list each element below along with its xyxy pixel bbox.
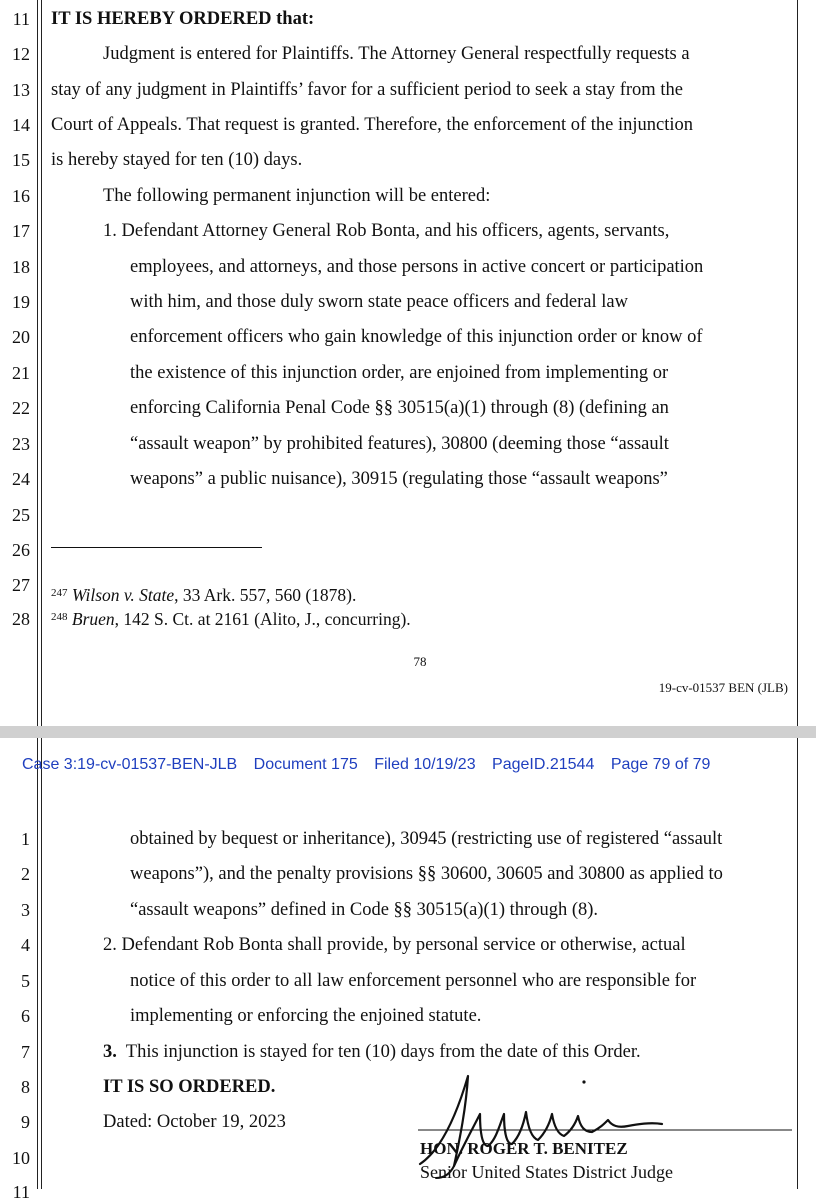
judge-title: Senior United States District Judge	[420, 1162, 673, 1182]
header-pageid: PageID.21544	[492, 756, 595, 773]
body-line: enforcement officers who gain knowledge of this injunction order or know of	[130, 327, 703, 347]
footnote-number: 248	[51, 611, 68, 623]
line-number: 16	[12, 186, 30, 206]
header-filed: Filed 10/19/23	[374, 756, 476, 773]
margin-line-right	[797, 738, 798, 1189]
margin-line-left-inner	[41, 0, 42, 726]
line-number: 11	[12, 9, 30, 29]
line-number: 9	[21, 1112, 30, 1132]
margin-line-right	[797, 0, 798, 726]
body-line: Court of Appeals. That request is granted. Therefore, the enforcement of the injunction	[51, 115, 693, 135]
body-line: Judgment is entered for Plaintiffs. The Attorney General respectfully requests a	[103, 44, 690, 64]
line-number: 5	[21, 971, 30, 991]
list-marker: 3.	[103, 1042, 117, 1062]
line-number: 8	[21, 1077, 30, 1097]
body-line: weapons”), and the penalty provisions §§ 30600, 30605 and 30800 as applied to	[130, 864, 723, 884]
body-line: notice of this order to all law enforcement personnel who are responsible for	[130, 971, 697, 991]
dated-line: Dated: October 19, 2023	[103, 1112, 286, 1132]
case-number-footer: 19-cv-01537 BEN (JLB)	[658, 680, 788, 695]
body-line: stay of any judgment in Plaintiffs’ favor for a sufficient period to seek a stay from the	[51, 80, 683, 100]
body-line: with him, and those duly sworn state peace officers and federal law	[130, 292, 628, 312]
footnote-247	[51, 584, 356, 606]
line-number: 19	[12, 292, 30, 312]
line-number: 7	[21, 1042, 30, 1062]
body-line: employees, and attorneys, and those persons in active concert or participation	[130, 257, 704, 277]
line-number: 2	[21, 864, 30, 884]
line-number: 27	[12, 575, 30, 595]
body-line: implementing or enforcing the enjoined statute.	[130, 1006, 482, 1026]
line-number: 18	[12, 257, 30, 277]
footnote-number: 247	[51, 587, 68, 599]
line-number: 14	[12, 115, 30, 135]
header-page: Page 79 of 79	[610, 756, 711, 773]
footnote-case-name: Bruen	[71, 609, 115, 629]
list-item-3	[103, 1041, 641, 1063]
line-number: 17	[12, 221, 30, 241]
footnote-citation: , 142 S. Ct. at 2161 (Alito, J., concurring).	[114, 609, 411, 629]
footnote-rule	[51, 547, 262, 548]
line-number: 20	[12, 327, 30, 347]
line-number: 21	[12, 363, 30, 383]
margin-line-left-outer	[37, 0, 38, 726]
body-line: “assault weapons” defined in Code §§ 30515(a)(1) through (8).	[130, 900, 599, 920]
line-number: 1	[21, 829, 30, 849]
body-line: The following permanent injunction will be entered:	[103, 186, 491, 206]
line-number: 12	[12, 44, 30, 64]
line-number: 3	[21, 900, 30, 920]
line-number: 15	[12, 150, 30, 170]
signature-dot	[582, 1080, 585, 1083]
footnote-case-name: Wilson v. State	[71, 585, 175, 605]
list-item-1: 1. Defendant Attorney General Rob Bonta, and his officers, agents, servants,	[103, 221, 670, 241]
line-number: 24	[12, 469, 30, 489]
line-number: 22	[12, 398, 30, 418]
list-item-2: 2. Defendant Rob Bonta shall provide, by personal service or otherwise, actual	[103, 935, 686, 955]
line-number: 26	[12, 540, 30, 560]
margin-line-left-inner	[41, 738, 42, 1189]
body-line: obtained by bequest or inheritance), 30945 (restricting use of registered “assault	[130, 829, 723, 849]
body-line: the existence of this injunction order, are enjoined from implementing or	[130, 363, 669, 383]
line-number: 11	[12, 1182, 30, 1202]
judge-name: HON. ROGER T. BENITEZ	[420, 1139, 628, 1158]
line-number: 13	[12, 80, 30, 100]
page-number: 78	[413, 654, 427, 669]
ecf-header	[22, 756, 722, 774]
footnote-citation: , 33 Ark. 557, 560 (1878).	[174, 585, 357, 605]
line-number: 28	[12, 609, 30, 629]
body-line: “assault weapon” by prohibited features), 30800 (deeming those “assault	[130, 434, 669, 454]
so-ordered: IT IS SO ORDERED.	[103, 1077, 276, 1097]
body-line: weapons” a public nuisance), 30915 (regulating those “assault weapons”	[130, 469, 668, 489]
list-item-3-text: This injunction is stayed for ten (10) days from the date of this Order.	[125, 1042, 641, 1062]
page-79	[0, 738, 816, 1202]
line-number: 4	[21, 935, 30, 955]
line-number: 10	[12, 1148, 30, 1168]
body-line: is hereby stayed for ten (10) days.	[51, 150, 303, 170]
header-case: Case 3:19-cv-01537-BEN-JLB	[22, 756, 238, 773]
order-heading: IT IS HEREBY ORDERED that:	[51, 9, 315, 29]
line-number: 25	[12, 505, 30, 525]
footnote-248	[51, 608, 411, 630]
line-number: 23	[12, 434, 30, 454]
page-separator	[0, 726, 816, 738]
body-line: enforcing California Penal Code §§ 30515(a)(1) through (8) (defining an	[130, 398, 669, 418]
line-number: 6	[21, 1006, 30, 1026]
header-document: Document 175	[253, 756, 358, 773]
margin-line-left-outer	[37, 738, 38, 1189]
